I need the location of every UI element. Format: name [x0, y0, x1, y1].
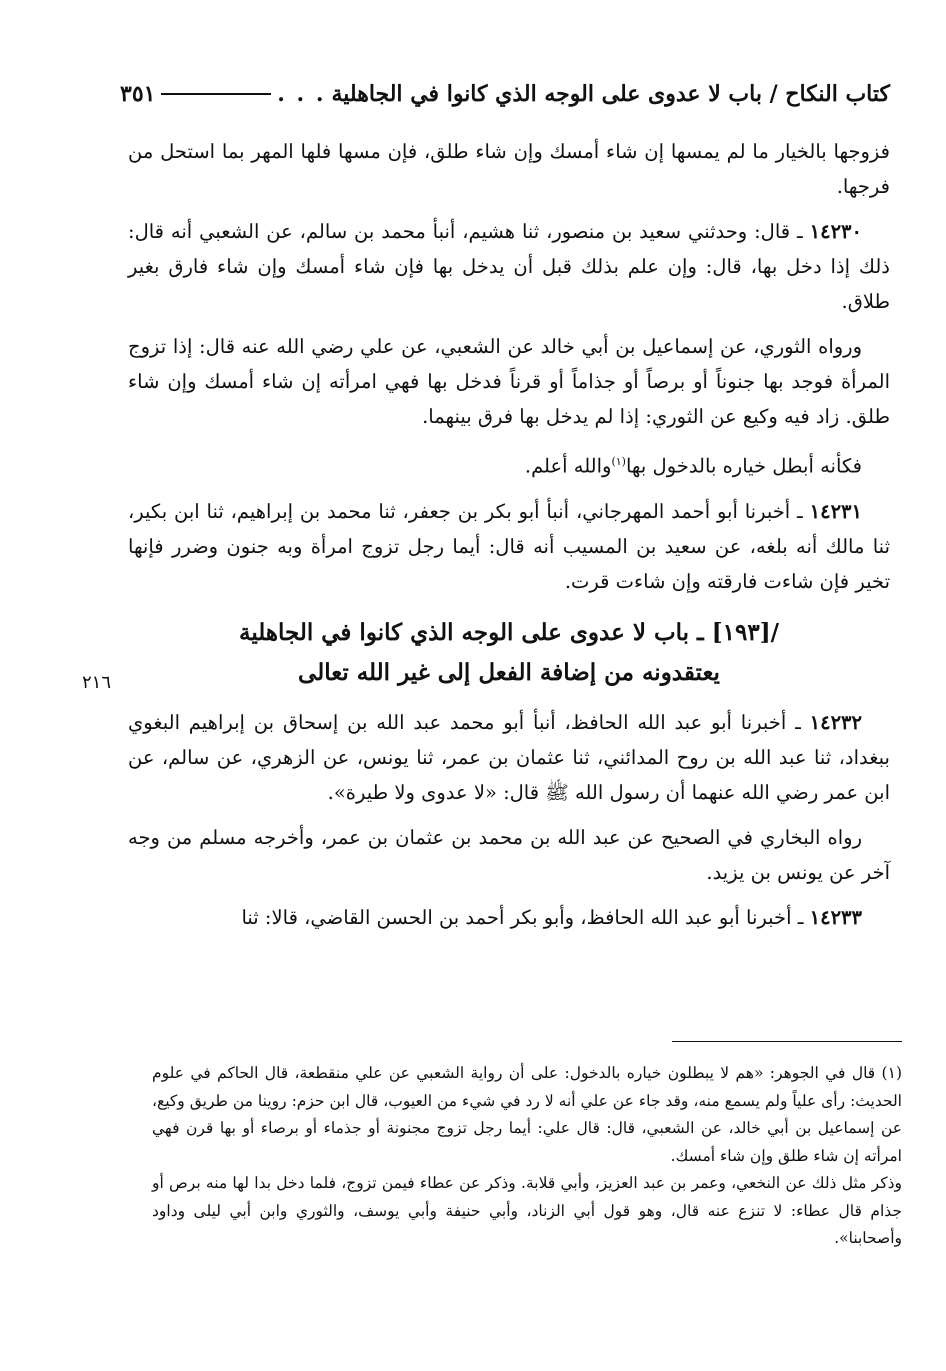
hadith-number: ١٤٢٣٢	[809, 710, 862, 734]
paragraph-text: ـ أخبرنا أبو عبد الله الحافظ، وأبو بكر أحمد بن الحسن القاضي، قالا: ثنا	[241, 905, 810, 929]
chapter-title-line-1: /[١٩٣] ـ باب لا عدوى على الوجه الذي كانوا في الجاهلية	[238, 618, 779, 646]
paragraph-text: ـ أخبرنا أبو أحمد المهرجاني، أنبأ أبو بكر بن جعفر، ثنا محمد بن إبراهيم، ثنا ابن بكير، ثنا مالك أنه بلغه، عن سعيد بن المسيب أنه قال: أيما رجل تزوج امرأة وبه جنون وضرر فإنها تخير فإن شاءت فارقته وإن شاءت قرت.	[128, 499, 890, 593]
header-dots: . . .	[277, 81, 326, 107]
hadith-number: ١٤٢٣٣	[809, 905, 862, 929]
hadith-14231	[128, 494, 890, 599]
hadith-14230	[128, 214, 890, 319]
footnote-1-continued: وذكر مثل ذلك عن النخعي، وعمر بن عبد العزيز، وأبي قلابة. وذكر عن عطاء فيمن تزوج، فلما دخل بدا لها منه برص أو جذام قال عطاء: لا تنزع عنه قال، وهو قول أبي الزناد، وأبي حنيفة وأبي يوسف، والثوري وابن أبي ليلى وداود وأصحابنا».	[152, 1174, 902, 1247]
margin-reference: ٢١٦	[82, 672, 112, 693]
running-header	[120, 74, 890, 114]
footnote-marker: (١)	[611, 455, 626, 468]
paragraph-text: ـ أخبرنا أبو عبد الله الحافظ، أنبأ أبو محمد عبد الله بن إسحاق بن إبراهيم البغوي ببغداد، ثنا عبد الله بن روح المدائني، ثنا عثمان بن عمر، ثنا يونس، عن الزهري، عن سالم، عن ابن عمر رضي الله عنهما أن رسول الله ﷺ قال: «لا عدوى ولا طيرة».	[128, 710, 890, 804]
header-rule	[161, 93, 271, 95]
paragraph-text: فزوجها بالخيار ما لم يمسها إن شاء أمسك وإن شاء طلق، فإن مسها فلها المهر بما استحل من فرجها.	[128, 140, 890, 198]
footnotes	[152, 1060, 902, 1253]
paragraph-text: والله أعلم.	[524, 454, 612, 478]
chapter-title-line-2: يعتقدونه من إضافة الفعل إلى غير الله تعالى	[298, 658, 720, 686]
paragraph-text: ورواه الثوري، عن إسماعيل بن أبي خالد عن الشعبي، عن علي رضي الله عنه قال: إذا تزوج المرأة فوجد بها جنوناً أو برصاً أو جذاماً أو قرناً فدخل بها فهي امرأته إن شاء أمسك وإن شاء طلق. زاد فيه وكيع عن الثوري: إذا لم يدخل بها فرق بينهما.	[128, 335, 890, 428]
header-title: كتاب النكاح / باب لا عدوى على الوجه الذي كانوا في الجاهلية	[331, 81, 890, 107]
paragraph-text: ـ قال: وحدثني سعيد بن منصور، ثنا هشيم، أنبأ محمد بن سالم، عن الشعبي أنه قال: ذلك إذا دخل بها، قال: وإن علم بذلك قبل أن يدخل بها فإن شاء أمسك وإن شاء فارق بغير طلاق.	[128, 220, 890, 313]
paragraph-text: فكأنه أبطل خياره بالدخول بها	[625, 454, 862, 478]
paragraph-conclusion	[128, 444, 890, 484]
footnote-separator	[672, 1041, 902, 1042]
page-number: ٣٥١	[120, 81, 156, 107]
main-text	[128, 134, 890, 945]
paragraph-riwaya-thawri	[128, 329, 890, 434]
hadith-14233	[128, 900, 890, 935]
hadith-14232	[128, 705, 890, 810]
paragraph-text: رواه البخاري في الصحيح عن عبد الله بن محمد بن عثمان بن عمر، وأخرجه مسلم من وجه آخر عن يونس بن يزيد.	[128, 825, 890, 884]
paragraph-continuation	[128, 134, 890, 204]
hadith-number: ١٤٢٣٠	[809, 220, 862, 243]
hadith-number: ١٤٢٣١	[809, 499, 862, 523]
paragraph-bukhari	[128, 820, 890, 890]
footnote-1: (١) قال في الجوهر: «هم لا يبطلون خياره بالدخول: على أن رواية الشعبي عن علي منقطعة، قال الحاكم في علوم الحديث: رأى علياً ولم يسمع منه، وقد جاء عن علي أنه لا رد في شيء من العيوب، قال ابن حزم: روينا من طريق وكيع، عن إسماعيل بن أبي خالد، عن الشعبي، قال: قال علي: أيما رجل تزوج مجنونة أو جذماء أو برصاء أو بها قرن فهي امرأته إن شاء طلق وإن شاء أمسك.	[152, 1064, 902, 1165]
chapter-heading	[128, 613, 890, 693]
